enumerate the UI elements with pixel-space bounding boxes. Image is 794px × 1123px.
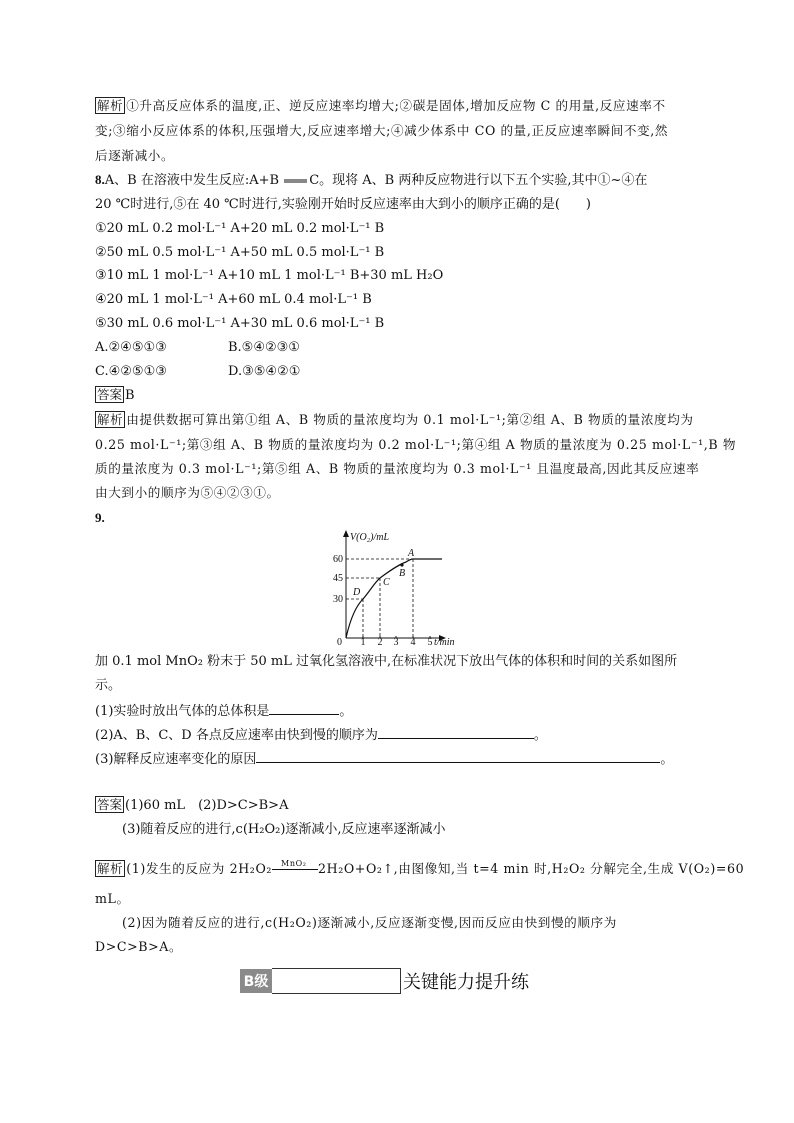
x-tick-5: 5 [427,637,433,646]
option-d: D.③⑤④②① [228,364,301,379]
q9-analysis-line-4: D>C>B>A。 [95,939,183,954]
section-title: 关键能力提升练 [403,972,529,993]
q9-number: 9. [95,510,105,525]
point-b-marker [400,563,403,566]
x-tick-1: 1 [360,637,366,646]
volume-curve [346,559,442,638]
x-tick-2: 2 [377,637,383,646]
question-number: 8. [95,172,105,187]
level-badge: B级 [240,969,272,993]
x-tick-3: 3 [393,637,399,646]
q9-stem-line-2: 示。 [95,678,122,693]
y-axis-arrow-icon [343,530,349,537]
answer-blank-1[interactable] [269,700,339,715]
y-tick-30: 30 [333,594,343,605]
point-c-label: C [383,577,390,588]
x-axis-label: t/min [434,637,455,646]
option-b: B.⑤④②③① [228,340,300,355]
y-tick-45: 45 [333,573,343,584]
y-axis-label: V(O₂)/mL [350,532,390,543]
q9-analysis-line-2: mL。 [95,891,130,906]
q8-item-5: ⑤30 mL 0.6 mol·L⁻¹ A+30 mL 0.6 mol·L⁻¹ B [95,316,385,331]
volume-time-graph [320,528,460,650]
q9-stem-line-1: 加 0.1 mol MnO₂ 粉末于 50 mL 过氧化氢溶液中,在标准状况下放出气体的体积和时间的关系如图所 [95,654,678,669]
q7-analysis-line-1: 解析 ①升高反应体系的温度,正、逆反应速率均增大;②碳是固体,增加反应物 C 的用量,反应速率不 [97,98,666,113]
q9-sub-1: (1)实验时放出气体的总体积是 。 [95,700,352,722]
q9-answer-line-1: 答案 (1)60 mL (2)D>C>B>A [97,797,289,813]
q9-analysis-line-3: (2)因为随着反应的进行,c(H₂O₂)逐渐减小,反应逐渐变慢,因而反应由快到慢的顺序为 [122,915,617,930]
q8-options-row-2 [95,362,361,382]
q9-sub-3: (3)解释反应速率变化的原因 。 [95,748,673,770]
q7-analysis-line-3: 后逐渐减小。 [95,148,175,163]
y-tick-60: 60 [333,554,343,565]
q8-item-3: ③10 mL 1 mol·L⁻¹ A+10 mL 1 mol·L⁻¹ B+30 mL H₂O [95,268,444,283]
q8-stem-line-1: 8.A、B 在溶液中发生反应:A+B C。现将 A、B 两种反应物进行以下五个实验,其中①~④在 [95,172,648,188]
point-d-label: D [353,587,361,598]
q9-answer-line-2: (3)随着反应的进行,c(H₂O₂)逐渐减小,反应速率逐渐减小 [122,822,446,837]
point-a-label: A [408,548,415,559]
answer-tag: 答案 [97,387,123,402]
q8-answer: 答案 B [97,387,135,403]
origin-label: 0 [337,637,342,646]
x-tick-4: 4 [410,637,416,646]
q8-options-row-1 [95,338,361,358]
option-c: C.④②⑤①③ [95,364,167,379]
option-a: A.②④⑤①③ [95,340,167,355]
q8-analysis-line-3: 质的量浓度为 0.3 mol·L⁻¹;第⑤组 A、B 物质的量浓度均为 0.3 mol·L⁻¹ 且温度最高,因此其反应速率 [95,461,700,476]
answer-blank-3[interactable] [256,748,660,763]
q8-analysis-line-4: 由大到小的顺序为⑤④②③①。 [95,485,280,500]
analysis-tag: 解析 [97,98,124,113]
analysis-tag: 解析 [97,861,124,876]
answer-blank-2[interactable] [378,724,534,739]
catalyst-arrow: MnO₂ [272,863,318,877]
q8-stem-line-2: 20 ℃时进行,⑤在 40 ℃时进行,实验刚开始时反应速率由大到小的顺序正确的是( ) [95,197,591,212]
equilibrium-arrow-icon [283,177,309,185]
answer-tag: 答案 [97,797,123,812]
analysis-tag: 解析 [97,412,124,427]
q7-analysis-line-2: 变;③缩小反应体系的体积,压强增大,反应速率增大;④减少体系中 CO 的量,正反应速率瞬间不变,然 [95,123,669,138]
q9-analysis-line-1: 解析 (1)发生的反应为 2H₂O₂ MnO₂ 2H₂O+O₂↑,由图像知,当 t=4 min 时,H₂O₂ 分解完全,生成 V(O₂)=60 [97,858,745,876]
section-header [240,968,529,994]
q8-item-2: ②50 mL 0.5 mol·L⁻¹ A+50 mL 0.5 mol·L⁻¹ B [95,245,385,260]
q8-item-1: ①20 mL 0.2 mol·L⁻¹ A+20 mL 0.2 mol·L⁻¹ B [95,221,385,236]
point-b-label: B [399,568,406,579]
q9-sub-2: (2)A、B、C、D 各点反应速率由快到慢的顺序为 。 [95,724,547,746]
level-box [272,968,401,994]
q8-item-4: ④20 mL 1 mol·L⁻¹ A+60 mL 0.4 mol·L⁻¹ B [95,292,372,307]
q8-analysis-line-1: 解析 由提供数据可算出第①组 A、B 物质的量浓度均为 0.1 mol·L⁻¹;第②组 A、B 物质的量浓度均为 [97,412,694,427]
q8-analysis-line-2: 0.25 mol·L⁻¹;第③组 A、B 物质的量浓度均为 0.2 mol·L⁻¹;第④组 A 物质的量浓度为 0.25 mol·L⁻¹,B 物 [95,437,737,452]
